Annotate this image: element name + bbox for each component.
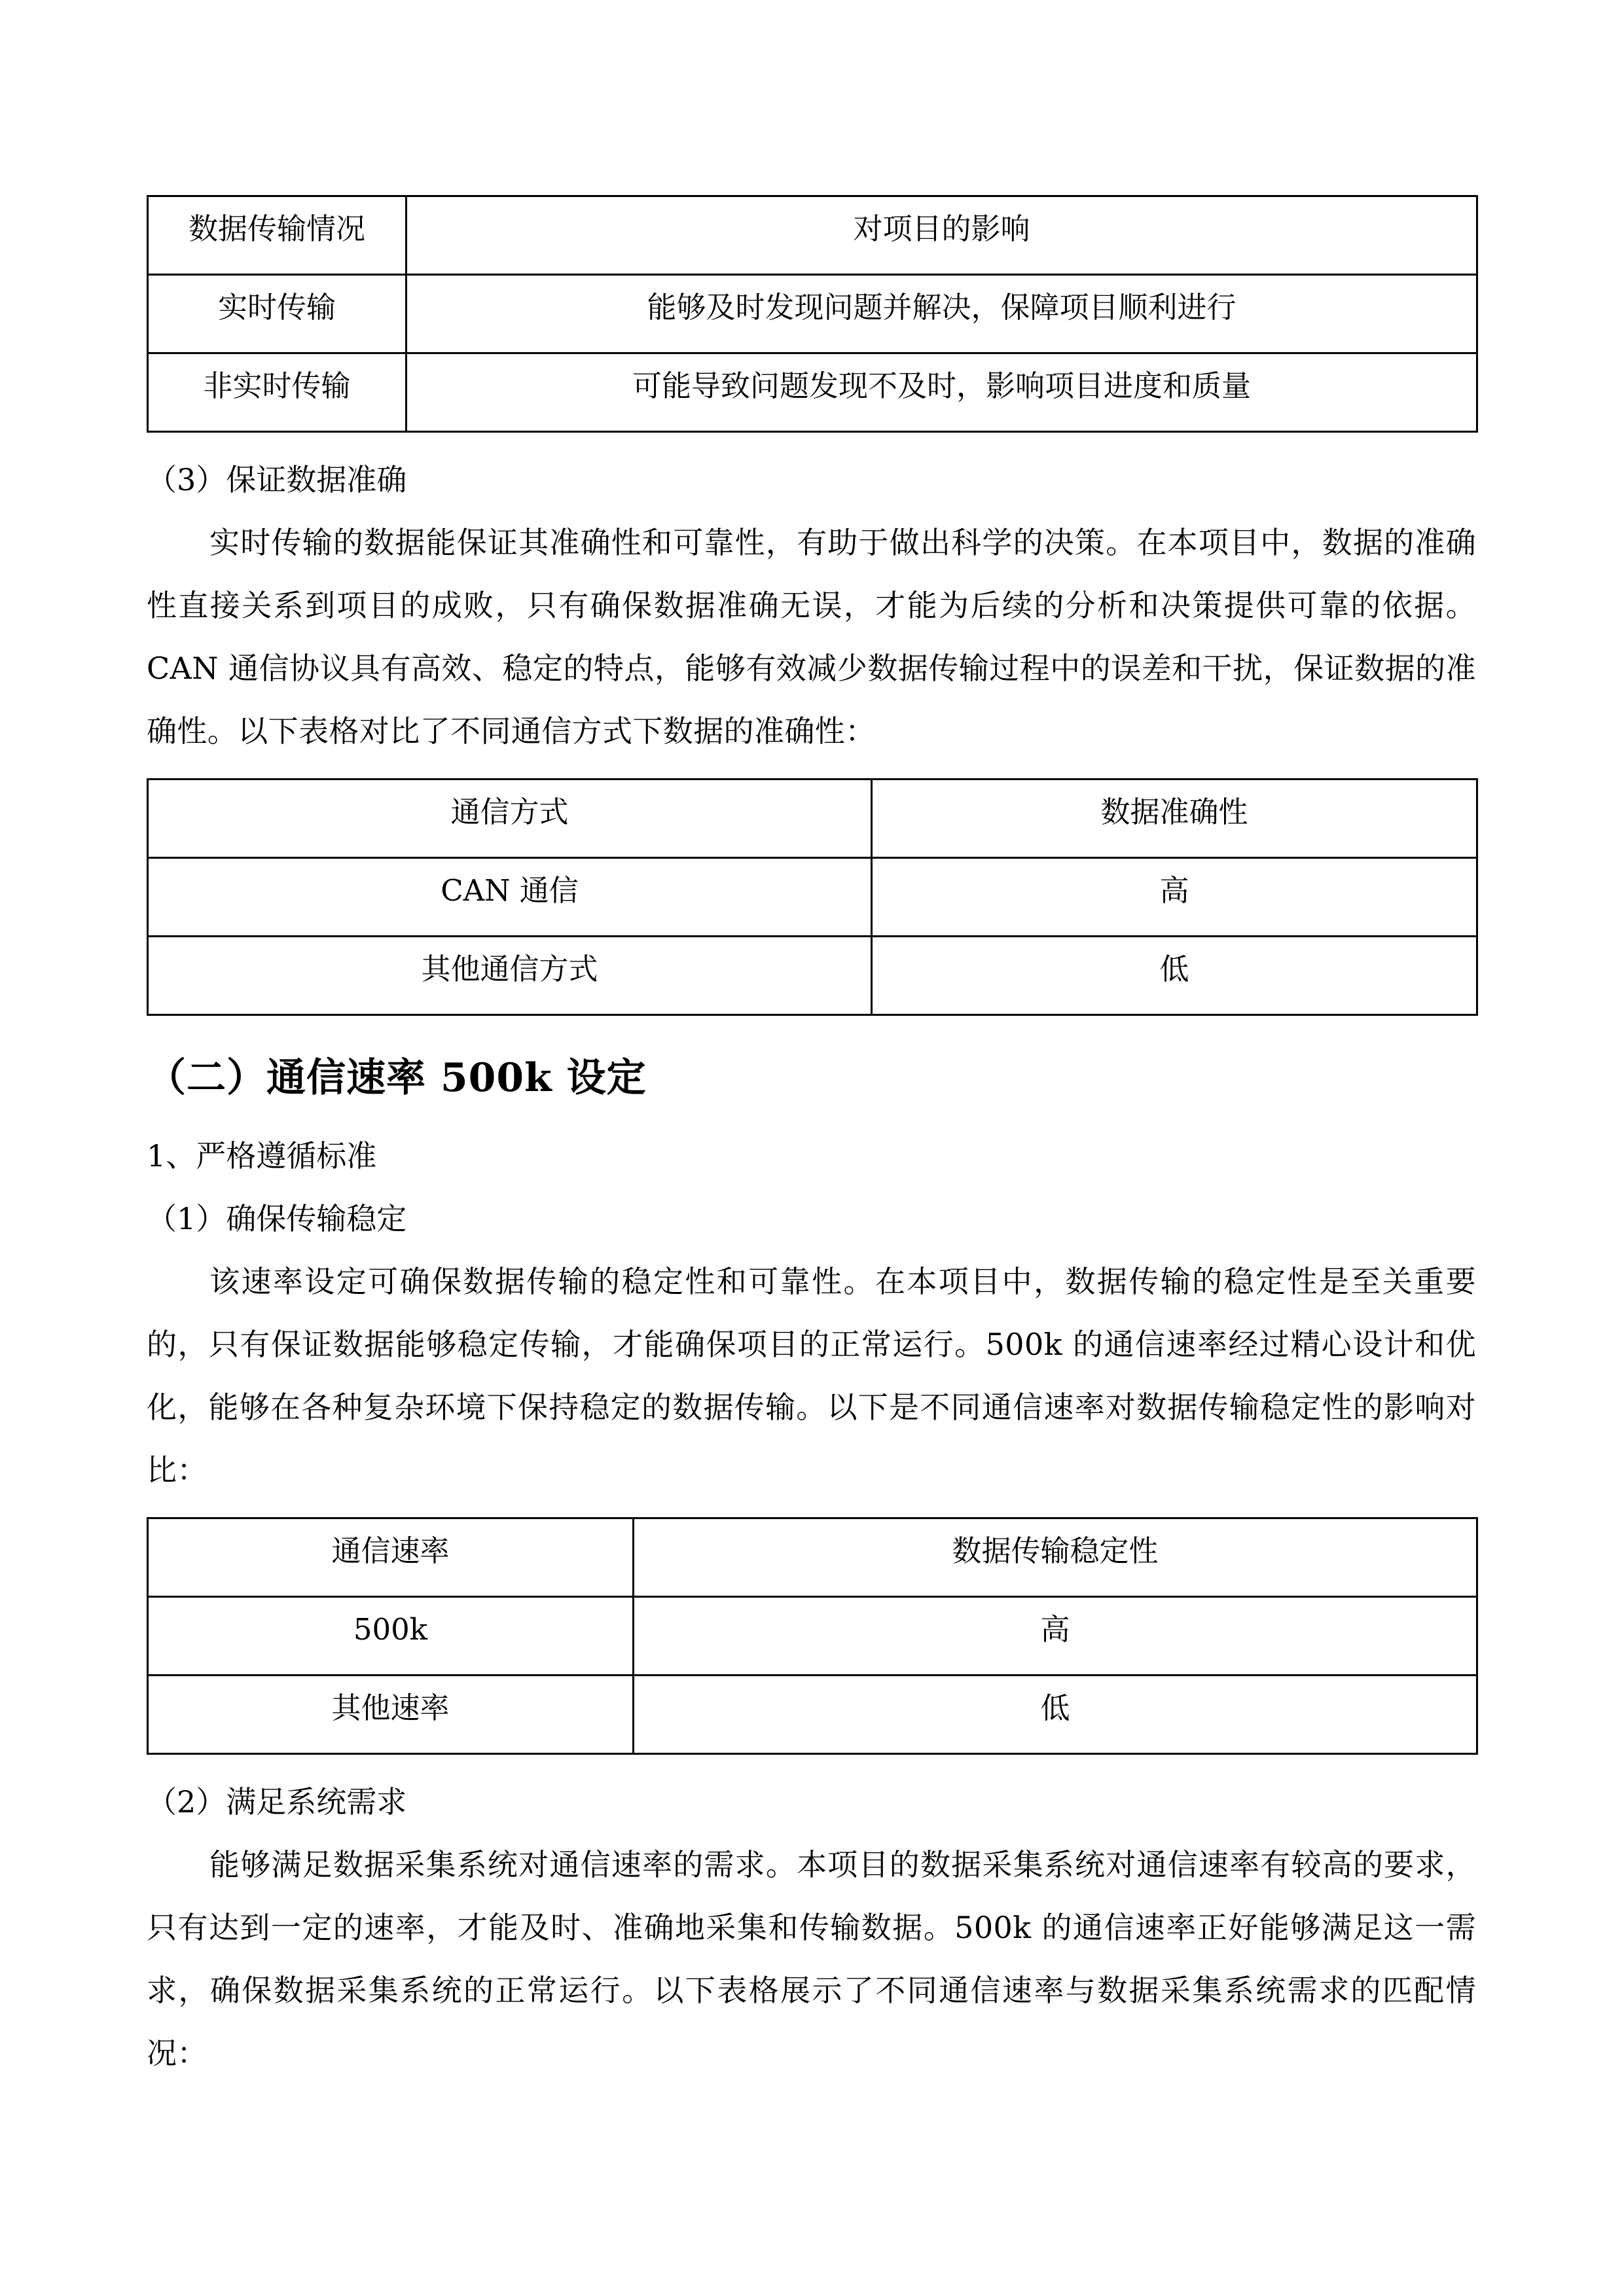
table-row xyxy=(148,1518,1477,1597)
table-row xyxy=(148,275,1477,353)
table-header-cell: 数据传输稳定性 xyxy=(634,1518,1477,1597)
table-cell: CAN 通信 xyxy=(148,858,872,937)
table-cell: 高 xyxy=(634,1597,1477,1676)
table-row xyxy=(148,353,1477,432)
table-row xyxy=(148,1597,1477,1676)
table-header-cell: 对项目的影响 xyxy=(406,196,1477,275)
table-cell: 低 xyxy=(872,937,1477,1015)
spacer xyxy=(147,433,1476,448)
spacer xyxy=(147,1501,1476,1517)
table-cell: 低 xyxy=(634,1676,1477,1754)
table-row xyxy=(148,858,1477,937)
table-stability xyxy=(147,1517,1478,1755)
table-cell: 能够及时发现问题并解决，保障项目顺利进行 xyxy=(406,275,1477,353)
paragraph-transmission-stability: 该速率设定可确保数据传输的稳定性和可靠性。在本项目中，数据传输的稳定性是至关重要的，只有保证数据能够稳定传输，才能确保项目的正常运行。500k 的通信速率经过精心设计和优化，能够在各种复杂环境下保持稳定的数据传输。以下是不同通信速率对数据传输稳定性的影响对比： xyxy=(147,1264,1476,1488)
spacer xyxy=(147,1114,1476,1124)
heading-strict-standard-compliance: 1、严格遵循标准 xyxy=(147,1138,377,1174)
paragraph-system-requirements: 能够满足数据采集系统对通信速率的需求。本项目的数据采集系统对通信速率有较高的要求，只有达到一定的速率，才能及时、准确地采集和传输数据。500k 的通信速率正好能够满足这一需求，确保数据采集系统的正常运行。以下表格展示了不同通信速率与数据采集系统需求的匹配情况： xyxy=(147,1847,1476,2071)
page-content-column xyxy=(147,0,1476,2085)
table-row xyxy=(148,780,1477,858)
table-header-cell: 通信速率 xyxy=(148,1518,634,1597)
heading-ensure-data-accuracy: （3）保证数据准确 xyxy=(147,462,407,497)
table-cell: 非实时传输 xyxy=(148,353,406,432)
table-cell: 实时传输 xyxy=(148,275,406,353)
table-row xyxy=(148,196,1477,275)
table-transmission xyxy=(147,195,1478,433)
table-cell: 可能导致问题发现不及时，影响项目进度和质量 xyxy=(406,353,1477,432)
spacer xyxy=(147,1755,1476,1770)
table-header-cell: 数据传输情况 xyxy=(148,196,406,275)
paragraph-data-accuracy: 实时传输的数据能保证其准确性和可靠性，有助于做出科学的决策。在本项目中，数据的准确性直接关系到项目的成败，只有确保数据准确无误，才能为后续的分析和决策提供可靠的依据。CAN 通信协议具有高效、稳定的特点，能够有效减少数据传输过程中的误差和干扰，保证数据的准确性。以下表格对比了不同通信方式下数据的准确性： xyxy=(147,525,1476,749)
table-cell: 其他速率 xyxy=(148,1676,634,1754)
table-cell: 高 xyxy=(872,858,1477,937)
table-header-cell: 数据准确性 xyxy=(872,780,1477,858)
heading-communication-rate-500k: （二）通信速率 500k 设定 xyxy=(147,1055,647,1101)
heading-meet-system-requirements: （2）满足系统需求 xyxy=(147,1784,407,1820)
table-row xyxy=(148,1676,1477,1754)
table-accuracy xyxy=(147,778,1478,1016)
top-margin-spacer xyxy=(147,0,1476,195)
table-row xyxy=(148,937,1477,1015)
spacer xyxy=(147,762,1476,778)
table-cell: 500k xyxy=(148,1597,634,1676)
table-header-cell: 通信方式 xyxy=(148,780,872,858)
heading-ensure-stable-transmission: （1）确保传输稳定 xyxy=(147,1201,407,1236)
table-cell: 其他通信方式 xyxy=(148,937,872,1015)
spacer xyxy=(147,1016,1476,1042)
